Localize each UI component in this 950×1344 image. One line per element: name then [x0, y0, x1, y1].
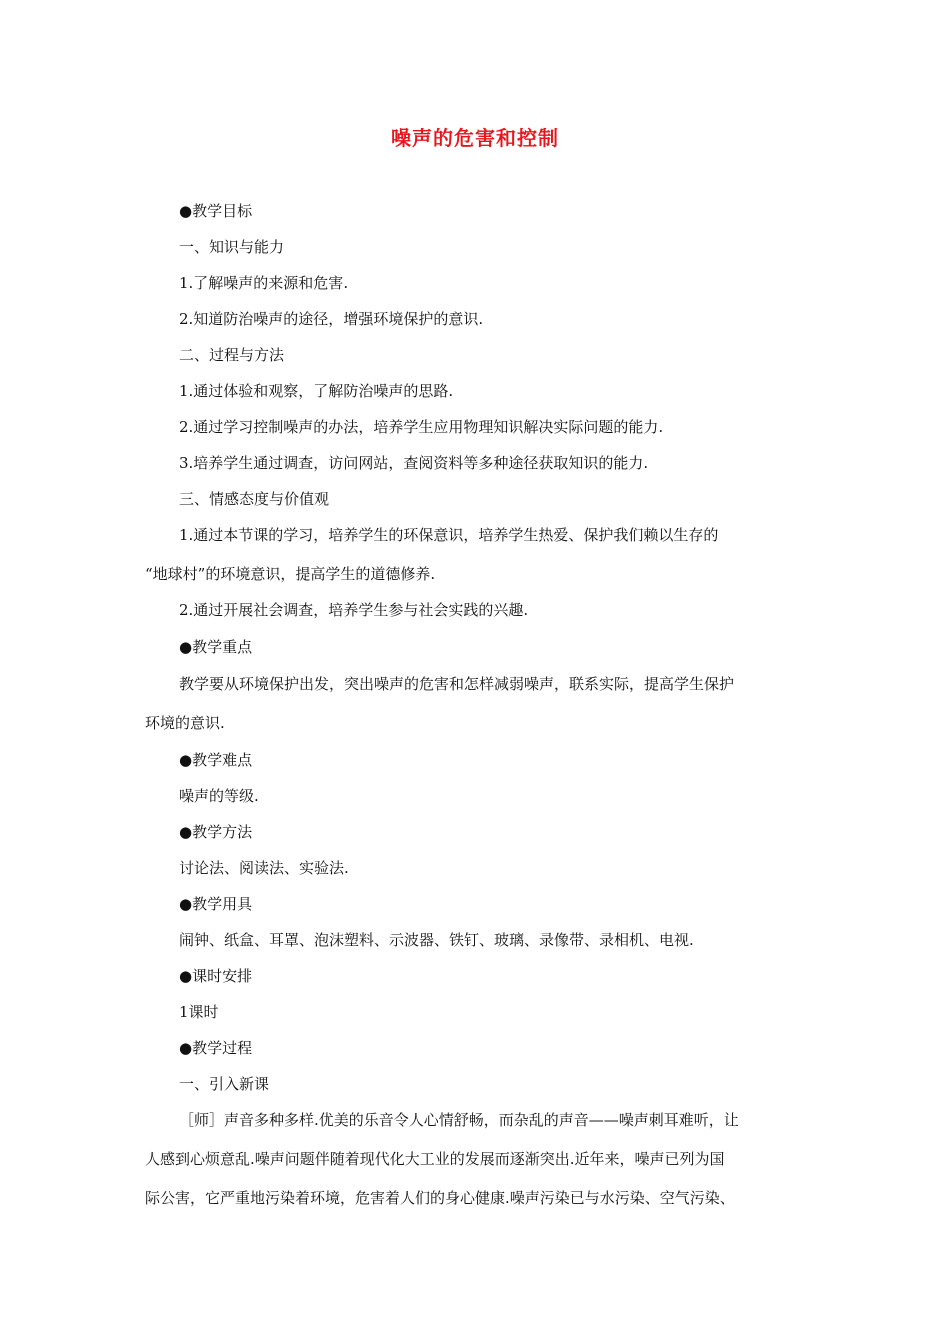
document-title: 噪声的危害和控制 — [391, 126, 559, 150]
text-line: 三、情感态度与价值观 — [179, 490, 330, 508]
text-line: 1课时 — [179, 1003, 219, 1021]
text-line: “地球村”的环境意识，提高学生的道德修养. — [145, 565, 436, 583]
text-line: 2.知道防治噪声的途径，增强环境保护的意识. — [179, 310, 484, 328]
text-line: 3.培养学生通过调查，访问网站，查阅资料等多种途径获取知识的能力. — [179, 454, 649, 472]
text-line: 一、引入新课 — [179, 1075, 270, 1093]
text-line: ●教学用具 — [179, 895, 253, 913]
text-line: 噪声的等级. — [179, 787, 259, 805]
text-line: 闹钟、纸盒、耳罩、泡沫塑料、示波器、铁钉、玻璃、录像带、录相机、电视. — [179, 931, 694, 949]
text-line: 2.通过开展社会调查，培养学生参与社会实践的兴趣. — [179, 601, 529, 619]
text-line: 一、知识与能力 — [179, 238, 285, 256]
text-line: ●教学方法 — [179, 823, 253, 841]
text-line: 教学要从环境保护出发，突出噪声的危害和怎样减弱噪声，联系实际，提高学生保护 — [179, 675, 735, 693]
text-line: ●教学难点 — [179, 751, 253, 769]
text-line: ●教学目标 — [179, 202, 253, 220]
text-line: 2.通过学习控制噪声的办法，培养学生应用物理知识解决实际问题的能力. — [179, 418, 664, 436]
text-line: 人感到心烦意乱.噪声问题伴随着现代化大工业的发展而逐渐突出.近年来，噪声已列为国 — [145, 1150, 725, 1168]
text-line: 讨论法、阅读法、实验法. — [179, 859, 349, 877]
text-line: 1.了解噪声的来源和危害. — [179, 274, 349, 292]
text-line: 际公害，它严重地污染着环境，危害着人们的身心健康.噪声污染已与水污染、空气污染、 — [145, 1189, 735, 1207]
text-line: ●课时安排 — [179, 967, 253, 985]
text-line: ［师］声音多种多样.优美的乐音令人心情舒畅，而杂乱的声音——噪声刺耳难听，让 — [179, 1111, 739, 1129]
text-line: ●教学重点 — [179, 638, 253, 656]
text-line: 1.通过体验和观察，了解防治噪声的思路. — [179, 382, 454, 400]
text-line: ●教学过程 — [179, 1039, 253, 1057]
text-line: 二、过程与方法 — [179, 346, 285, 364]
text-line: 环境的意识. — [145, 714, 225, 732]
text-line: 1.通过本节课的学习，培养学生的环保意识，培养学生热爱、保护我们赖以生存的 — [179, 526, 719, 544]
